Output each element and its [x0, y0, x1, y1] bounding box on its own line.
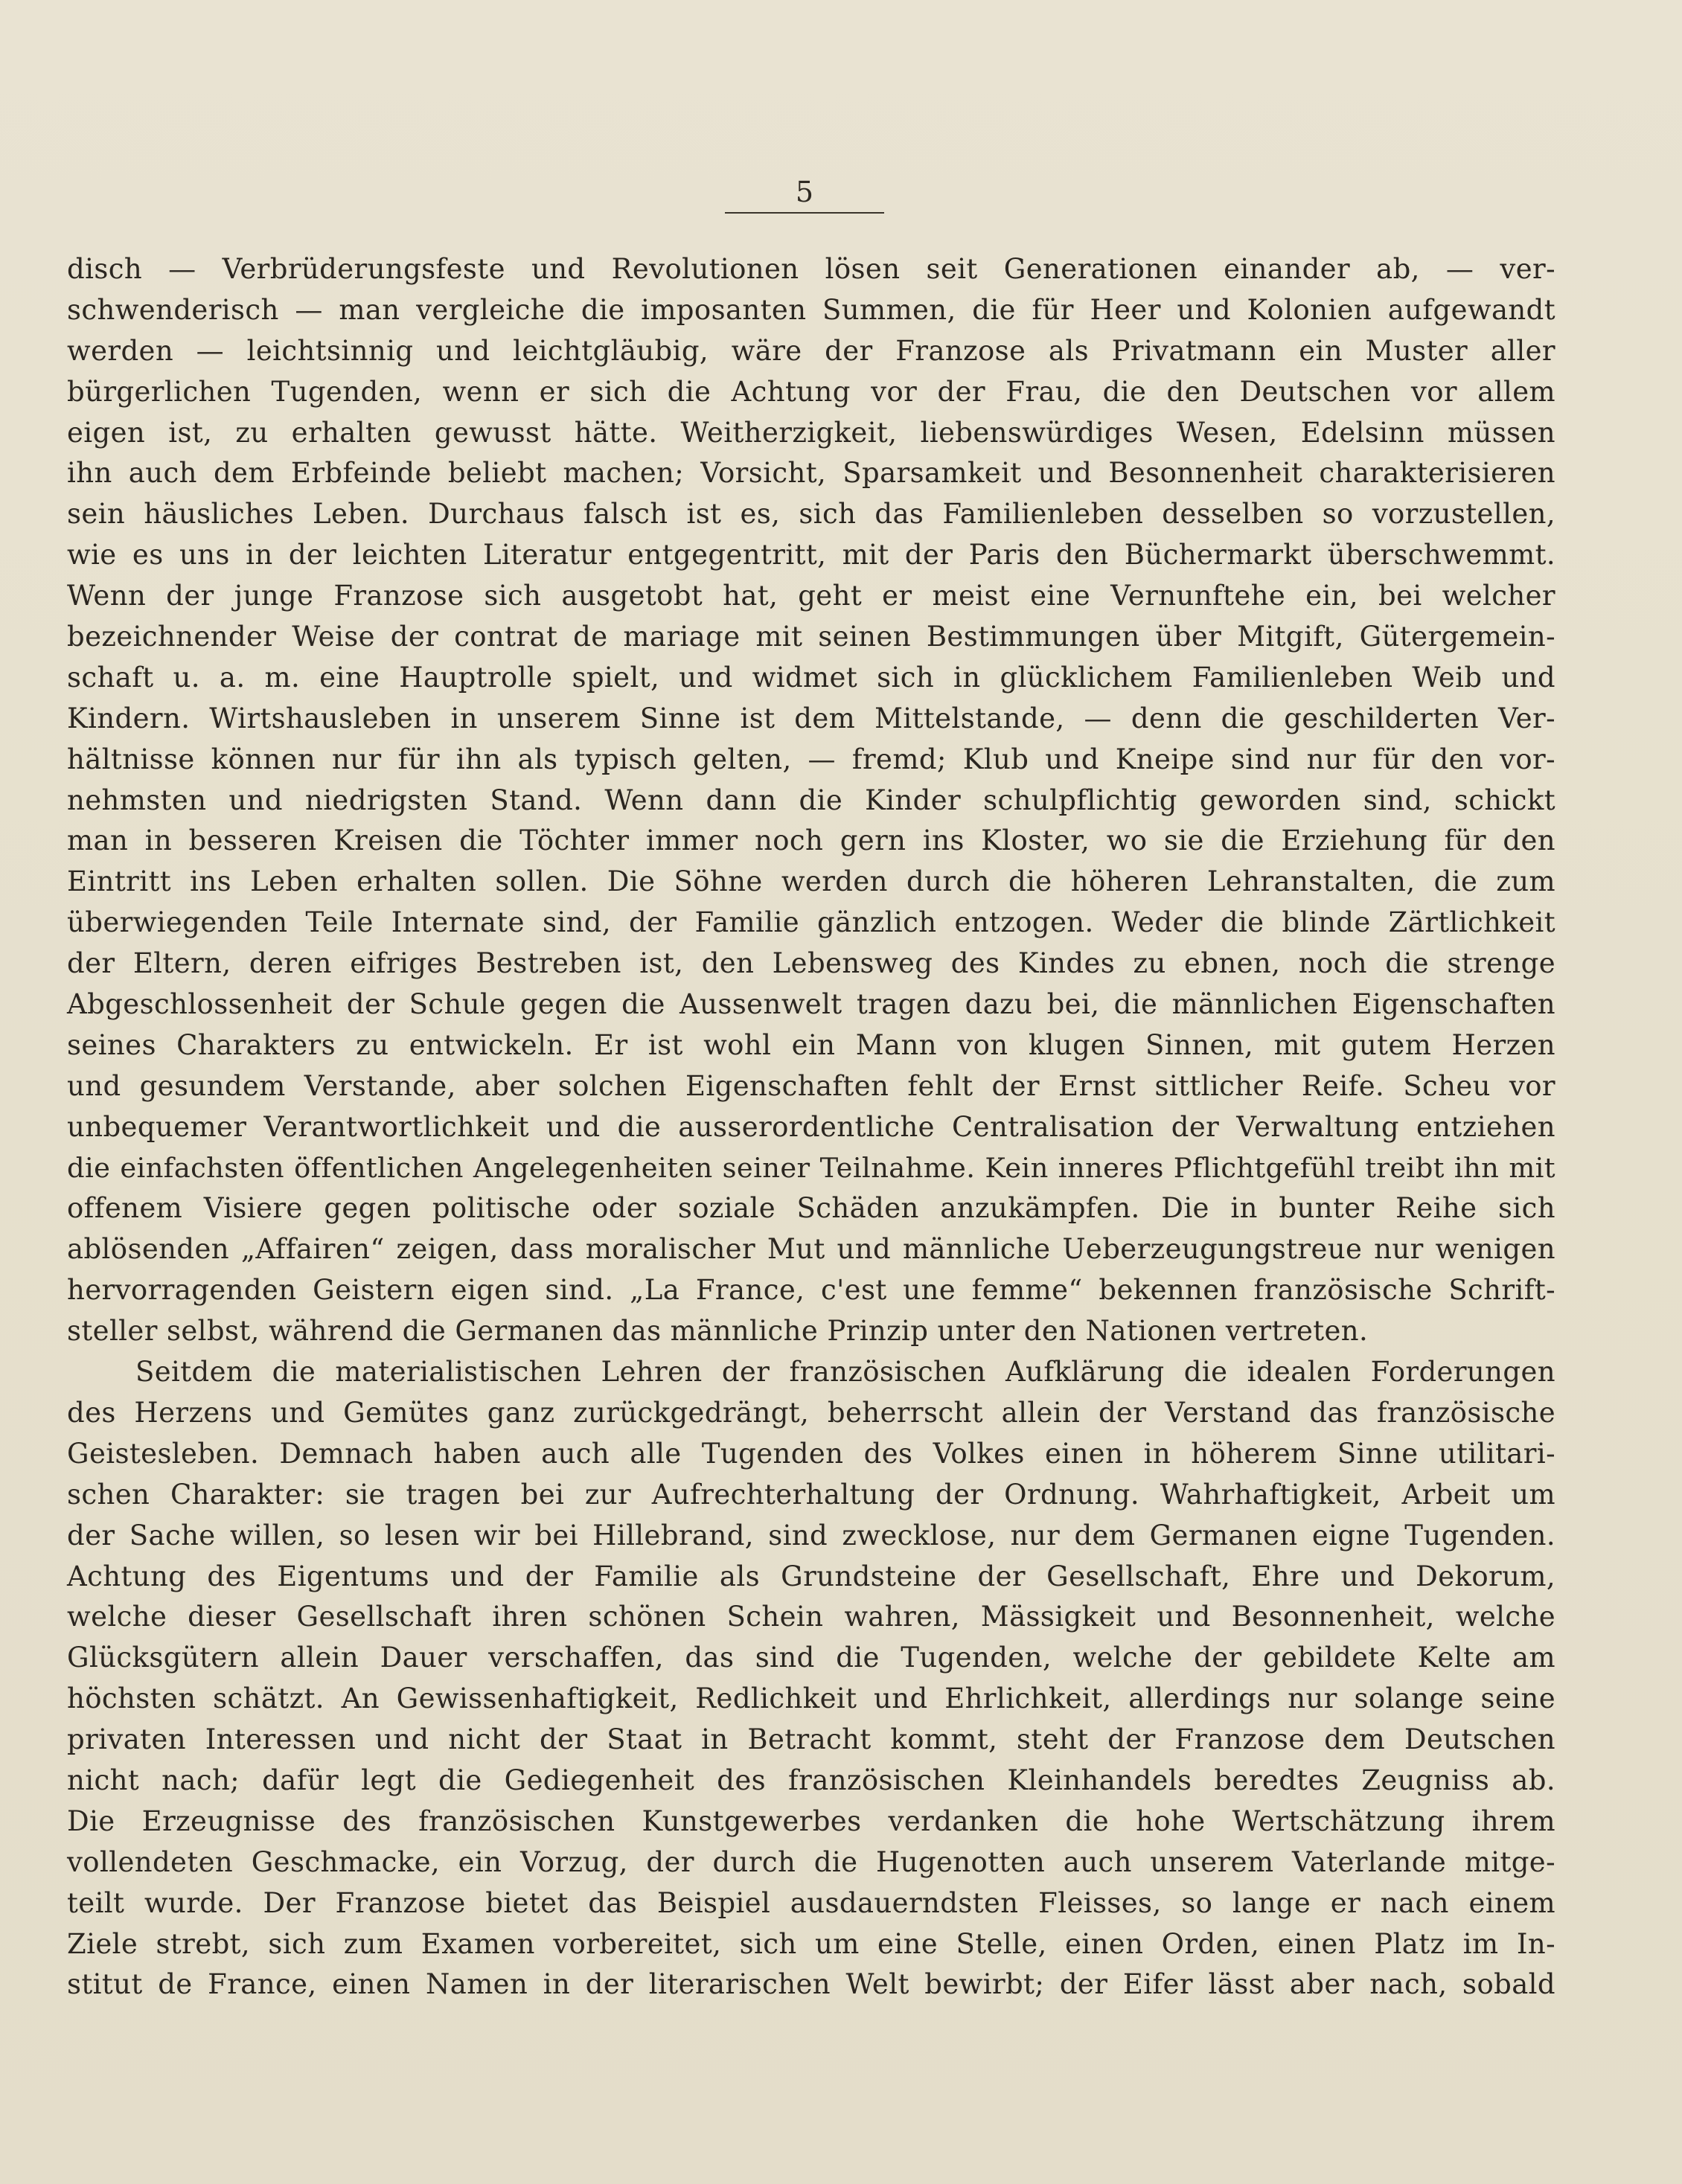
text-line: der Sache willen, so lesen wir bei Hillebrand, sind zwecklose, nur dem Germanen eigne Tugenden.: [67, 1519, 1555, 1551]
text-line: nicht nach; dafür legt die Gediegenheit des französischen Kleinhandels beredtes Zeugniss ab.: [67, 1764, 1555, 1796]
text-line: Eintritt ins Leben erhalten sollen. Die Söhne werden durch die höheren Lehranstalten, die zum: [67, 865, 1555, 898]
text-line: und gesundem Verstande, aber solchen Eigenschaften fehlt der Ernst sittlicher Reife. Scheu vor: [67, 1069, 1555, 1102]
text-line: Kindern. Wirtshausleben in unserem Sinne ist dem Mittelstande, — denn die geschilderten Ver-: [67, 702, 1555, 734]
text-line: höchsten schätzt. An Gewissenhaftigkeit, Redlichkeit und Ehrlichkeit, allerdings nur solange seine: [67, 1682, 1555, 1715]
page-number: 5: [795, 176, 814, 208]
text-line: wie es uns in der leichten Literatur entgegentritt, mit der Paris den Büchermarkt überschwemmt.: [67, 539, 1555, 571]
text-line: Abgeschlossenheit der Schule gegen die Aussenwelt tragen dazu bei, die männlichen Eigenschaften: [67, 988, 1555, 1021]
text-line: man in besseren Kreisen die Töchter immer noch gern ins Kloster, wo sie die Erziehung für den: [67, 824, 1555, 857]
text-line: unbequemer Verantwortlichkeit und die ausserordentliche Centralisation der Verwaltung entziehen: [67, 1110, 1555, 1143]
text-line: stitut de France, einen Namen in der literarischen Welt bewirbt; der Eifer lässt aber nach, sobald: [67, 1968, 1555, 2001]
header-rule: [725, 212, 884, 214]
text-line: Glücksgütern allein Dauer verschaffen, das sind die Tugenden, welche der gebildete Kelte am: [67, 1642, 1555, 1674]
text-line: welche dieser Gesellschaft ihren schönen Schein wahren, Mässigkeit und Besonnenheit, welche: [67, 1601, 1555, 1633]
text-line: des Herzens und Gemütes ganz zurückgedrängt, beherrscht allein der Verstand das französische: [67, 1396, 1555, 1429]
text-line: schen Charakter: sie tragen bei zur Aufrechterhaltung der Ordnung. Wahrhaftigkeit, Arbeit um: [67, 1478, 1555, 1511]
text-line: ihn auch dem Erbfeinde beliebt machen; Vorsicht, Sparsamkeit und Besonnenheit charakterisieren: [67, 457, 1555, 490]
text-line: disch — Verbrüderungsfeste und Revolutionen lösen seit Generationen einander ab, — ver-: [67, 253, 1555, 285]
paragraph-end-line: steller selbst, während die Germanen das männliche Prinzip unter den Nationen vertreten.: [67, 1315, 1369, 1348]
text-line: schwenderisch — man vergleiche die imposanten Summen, die für Heer und Kolonien aufgewandt: [67, 293, 1555, 326]
text-line: hervorragenden Geistern eigen sind. „La France, c'est une femme“ bekennen französische Schrift-: [67, 1274, 1555, 1307]
text-line: schaft u. a. m. eine Hauptrolle spielt, und widmet sich in glücklichem Familienleben Weib und: [67, 661, 1555, 694]
text-line: werden — leichtsinnig und leichtgläubig, wäre der Franzose als Privatmann ein Muster aller: [67, 334, 1555, 367]
text-line: Die Erzeugnisse des französischen Kunstgewerbes verdanken die hohe Wertschätzung ihrem: [67, 1804, 1555, 1837]
text-line: sein häusliches Leben. Durchaus falsch ist es, sich das Familienleben desselben so vorzustellen,: [67, 498, 1555, 531]
text-line: ablösenden „Affairen“ zeigen, dass moralischer Mut und männliche Ueberzeugungstreue nur wenigen: [67, 1233, 1555, 1266]
text-line: der Eltern, deren eifriges Bestreben ist, den Lebensweg des Kindes zu ebnen, noch die strenge: [67, 947, 1555, 980]
text-line: überwiegenden Teile Internate sind, der Familie gänzlich entzogen. Weder die blinde Zärtlichkeit: [67, 906, 1555, 939]
text-line: bezeichnender Weise der contrat de mariage mit seinen Bestimmungen über Mitgift, Gütergemein-: [67, 621, 1555, 653]
body-text: [67, 249, 1555, 2005]
text-line: offenem Visiere gegen politische oder soziale Schäden anzukämpfen. Die in bunter Reihe sich: [67, 1192, 1555, 1225]
text-line: privaten Interessen und nicht der Staat in Betracht kommt, steht der Franzose dem Deutschen: [67, 1723, 1555, 1756]
text-line: teilt wurde. Der Franzose bietet das Beispiel ausdauerndsten Fleisses, so lange er nach einem: [67, 1886, 1555, 1919]
text-line: Achtung des Eigentums und der Familie als Grundsteine der Gesellschaft, Ehre und Dekorum,: [67, 1560, 1555, 1592]
text-line: hältnisse können nur für ihn als typisch gelten, — fremd; Klub und Kneipe sind nur für den vor-: [67, 743, 1555, 775]
text-line: seines Charakters zu entwickeln. Er ist wohl ein Mann von klugen Sinnen, mit gutem Herzen: [67, 1028, 1555, 1061]
text-line: die einfachsten öffentlichen Angelegenheiten seiner Teilnahme. Kein inneres Pflichtgefühl treibt ihn mit: [67, 1151, 1555, 1184]
text-line: Wenn der junge Franzose sich ausgetobt hat, geht er meist eine Vernunftehe ein, bei welcher: [67, 580, 1555, 612]
text-line: Geistesleben. Demnach haben auch alle Tugenden des Volkes einen in höherem Sinne utilitari-: [67, 1437, 1555, 1470]
text-line: vollendeten Geschmacke, ein Vorzug, der durch die Hugenotten auch unserem Vaterlande mitge-: [67, 1845, 1555, 1878]
paragraph-start-line: Seitdem die materialistischen Lehren der französischen Aufklärung die idealen Forderungen: [135, 1356, 1555, 1389]
text-line: nehmsten und niedrigsten Stand. Wenn dann die Kinder schulpflichtig geworden sind, schickt: [67, 784, 1555, 816]
text-line: Ziele strebt, sich zum Examen vorbereitet, sich um eine Stelle, einen Orden, einen Platz im In-: [67, 1927, 1555, 1960]
text-line: eigen ist, zu erhalten gewusst hätte. Weitherzigkeit, liebenswürdiges Wesen, Edelsinn müssen: [67, 416, 1555, 449]
text-line: bürgerlichen Tugenden, wenn er sich die Achtung vor der Frau, die den Deutschen vor allem: [67, 375, 1555, 408]
